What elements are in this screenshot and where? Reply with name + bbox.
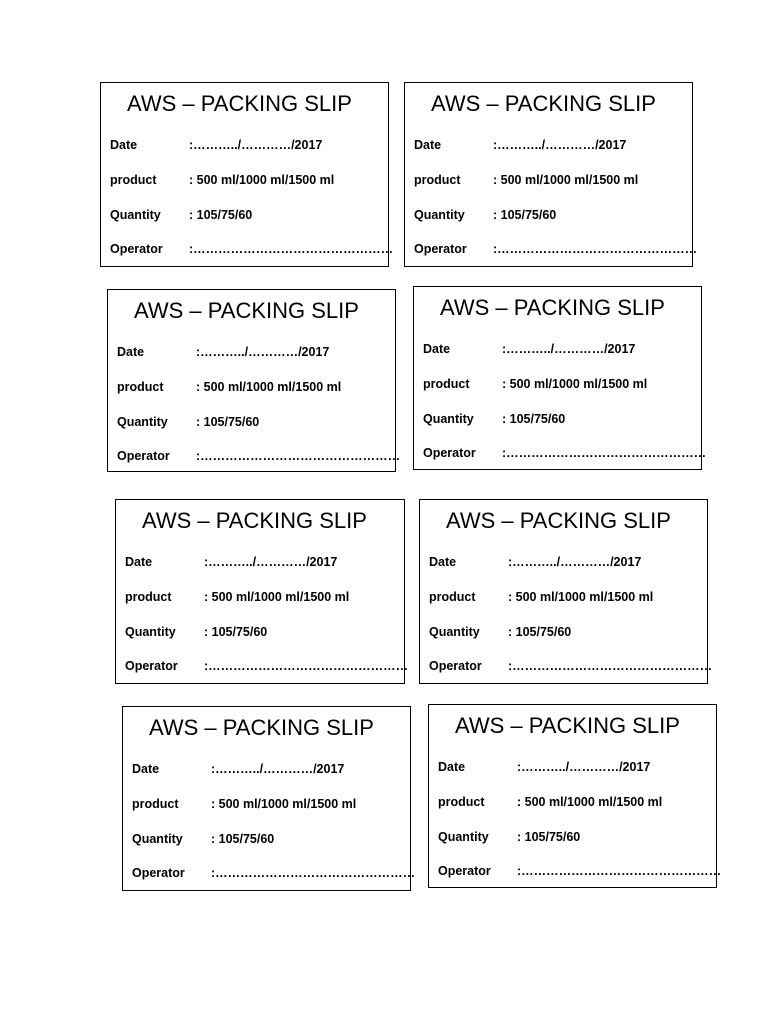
product-row — [132, 797, 404, 815]
operator-value: :………………………………………… — [211, 866, 416, 880]
quantity-label: Quantity — [423, 412, 474, 426]
packing-slip — [404, 82, 698, 267]
packing-slip — [107, 289, 401, 472]
date-label: Date — [429, 555, 457, 569]
date-row — [125, 555, 398, 573]
operator-value: :………………………………………… — [502, 446, 707, 460]
date-value: :………../…………/2017 — [204, 555, 338, 569]
operator-label: Operator — [110, 242, 163, 256]
quantity-value: : 105/75/60 — [189, 208, 253, 222]
packing-slip — [122, 706, 416, 891]
date-row — [423, 342, 695, 360]
operator-value: :………………………………………… — [189, 242, 394, 256]
quantity-label: Quantity — [429, 625, 480, 639]
slip-title: AWS – PACKING SLIP — [446, 508, 671, 533]
date-row — [110, 138, 382, 156]
operator-value: :………………………………………… — [204, 659, 409, 673]
product-value: : 500 ml/1000 ml/1500 ml — [189, 173, 335, 187]
product-label: product — [438, 795, 485, 809]
product-label: product — [110, 173, 157, 187]
quantity-value: : 105/75/60 — [502, 412, 566, 426]
quantity-value: : 105/75/60 — [517, 830, 581, 844]
product-row — [125, 590, 398, 608]
quantity-value: : 105/75/60 — [211, 832, 275, 846]
product-value: : 500 ml/1000 ml/1500 ml — [502, 377, 648, 391]
operator-value: :………………………………………… — [517, 864, 722, 878]
quantity-row — [414, 208, 686, 226]
product-label: product — [117, 380, 164, 394]
operator-value: :………………………………………… — [196, 449, 401, 463]
quantity-row — [110, 208, 382, 226]
operator-label: Operator — [117, 449, 170, 463]
product-value: : 500 ml/1000 ml/1500 ml — [508, 590, 654, 604]
packing-slip — [100, 82, 394, 267]
operator-label: Operator — [429, 659, 482, 673]
date-row — [429, 555, 701, 573]
quantity-row — [132, 832, 404, 850]
quantity-value: : 105/75/60 — [196, 415, 260, 429]
operator-value: :………………………………………… — [493, 242, 698, 256]
quantity-row — [423, 412, 695, 430]
operator-row — [132, 866, 416, 884]
operator-row — [423, 446, 707, 464]
product-value: : 500 ml/1000 ml/1500 ml — [204, 590, 350, 604]
slip-title: AWS – PACKING SLIP — [455, 713, 680, 738]
packing-slip — [115, 499, 409, 684]
quantity-value: : 105/75/60 — [508, 625, 572, 639]
date-label: Date — [438, 760, 466, 774]
quantity-row — [429, 625, 701, 643]
operator-label: Operator — [423, 446, 476, 460]
quantity-label: Quantity — [438, 830, 489, 844]
operator-row — [117, 449, 401, 467]
product-row — [110, 173, 382, 191]
date-value: :………../…………/2017 — [211, 762, 345, 776]
date-value: :………../…………/2017 — [189, 138, 323, 152]
quantity-label: Quantity — [414, 208, 465, 222]
operator-row — [438, 864, 722, 882]
quantity-label: Quantity — [125, 625, 176, 639]
product-label: product — [423, 377, 470, 391]
operator-value: :………………………………………… — [508, 659, 713, 673]
date-label: Date — [110, 138, 138, 152]
product-value: : 500 ml/1000 ml/1500 ml — [211, 797, 357, 811]
operator-label: Operator — [414, 242, 467, 256]
date-value: :………../…………/2017 — [508, 555, 642, 569]
operator-row — [125, 659, 409, 677]
date-value: :………../…………/2017 — [517, 760, 651, 774]
date-row — [117, 345, 389, 363]
product-value: : 500 ml/1000 ml/1500 ml — [517, 795, 663, 809]
quantity-row — [117, 415, 389, 433]
product-value: : 500 ml/1000 ml/1500 ml — [493, 173, 639, 187]
date-value: :………../…………/2017 — [196, 345, 330, 359]
quantity-row — [438, 830, 710, 848]
operator-row — [110, 242, 394, 260]
quantity-label: Quantity — [117, 415, 168, 429]
quantity-label: Quantity — [110, 208, 161, 222]
slip-title: AWS – PACKING SLIP — [127, 91, 352, 116]
date-label: Date — [125, 555, 153, 569]
packing-slip — [419, 499, 713, 684]
product-row — [423, 377, 695, 395]
packing-slip — [428, 704, 722, 888]
product-row — [429, 590, 701, 608]
slip-title: AWS – PACKING SLIP — [142, 508, 367, 533]
product-value: : 500 ml/1000 ml/1500 ml — [196, 380, 342, 394]
operator-label: Operator — [438, 864, 491, 878]
slip-title: AWS – PACKING SLIP — [149, 715, 374, 740]
product-row — [117, 380, 389, 398]
operator-row — [429, 659, 713, 677]
date-value: :………../…………/2017 — [502, 342, 636, 356]
date-row — [438, 760, 710, 778]
slip-title: AWS – PACKING SLIP — [431, 91, 656, 116]
operator-row — [414, 242, 698, 260]
date-row — [132, 762, 404, 780]
operator-label: Operator — [132, 866, 185, 880]
operator-label: Operator — [125, 659, 178, 673]
slip-title: AWS – PACKING SLIP — [440, 295, 665, 320]
product-row — [438, 795, 710, 813]
quantity-value: : 105/75/60 — [204, 625, 268, 639]
packing-slip — [413, 286, 707, 470]
product-label: product — [132, 797, 179, 811]
date-label: Date — [414, 138, 442, 152]
product-row — [414, 173, 686, 191]
date-value: :………../…………/2017 — [493, 138, 627, 152]
quantity-row — [125, 625, 398, 643]
product-label: product — [125, 590, 172, 604]
product-label: product — [414, 173, 461, 187]
quantity-label: Quantity — [132, 832, 183, 846]
date-row — [414, 138, 686, 156]
quantity-value: : 105/75/60 — [493, 208, 557, 222]
date-label: Date — [132, 762, 160, 776]
date-label: Date — [117, 345, 145, 359]
date-label: Date — [423, 342, 451, 356]
slip-title: AWS – PACKING SLIP — [134, 298, 359, 323]
product-label: product — [429, 590, 476, 604]
